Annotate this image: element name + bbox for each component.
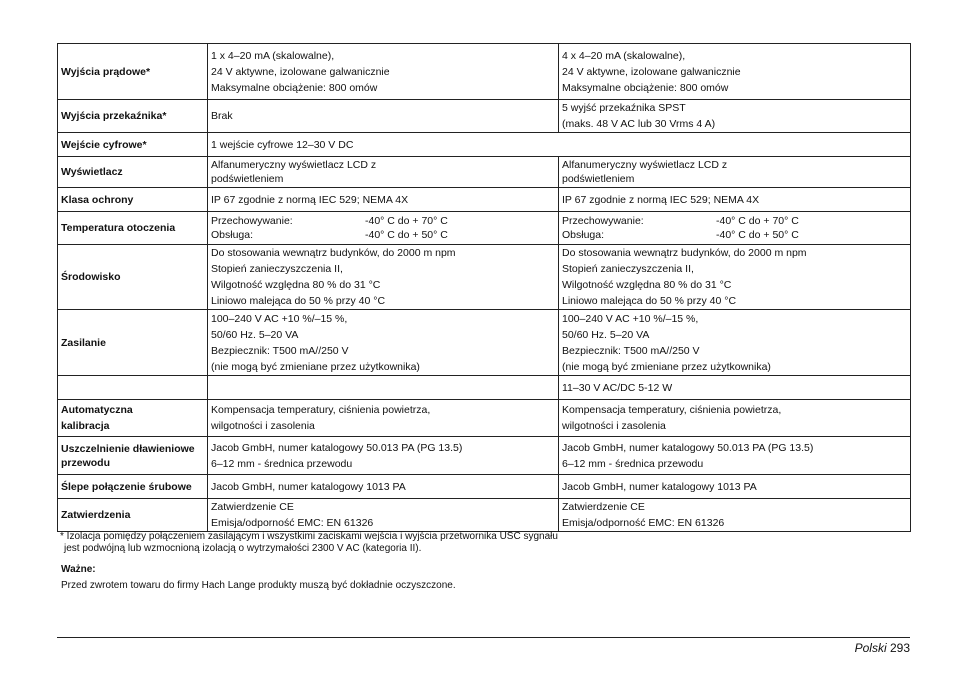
table-row: [58, 212, 911, 245]
page-number: 293: [889, 641, 910, 655]
row-label-line: Zatwierdzenia: [61, 509, 131, 521]
footnote-line-2: jest podwójną lub wzmocnioną izolacją o wytrzymałości 2300 V AC (kategoria II).: [64, 543, 422, 554]
cell-variant-2: [559, 400, 911, 437]
footer-language: Polski: [854, 641, 887, 655]
table-row: [58, 310, 911, 376]
row-label: [58, 44, 208, 100]
cell-pair-key: Obsługa:: [562, 229, 605, 241]
cell-line: Emisja/odporność EMC: EN 61326: [562, 517, 725, 529]
cell-variant-1: [208, 376, 559, 400]
cell-pair: [562, 214, 907, 228]
row-label-line: Automatyczna: [61, 404, 133, 416]
cell-line: 6–12 mm - średnica przewodu: [211, 457, 353, 470]
cell-line: Liniowo malejąca do 50 % przy 40 °C: [211, 295, 386, 307]
cell-line: (maks. 48 V AC lub 30 Vrms 4 A): [562, 118, 716, 130]
cell-variant-1: [208, 188, 559, 212]
row-label-line: Wyświetlacz: [61, 166, 123, 178]
cell-line: Do stosowania wewnątrz budynków, do 2000 m npm: [562, 247, 807, 259]
cell-variant-2: [559, 437, 911, 475]
specifications-table: [57, 43, 911, 532]
cell-pair: [211, 228, 555, 242]
row-label-line: przewodu: [61, 456, 110, 469]
cell-line: Alfanumeryczny wyświetlacz LCD z: [211, 159, 377, 171]
cell-line: podświetleniem: [211, 173, 284, 185]
cell-variant-1: [208, 310, 559, 376]
row-label: [58, 157, 208, 188]
cell-line: IP 67 zgodnie z normą IEC 529; NEMA 4X: [211, 193, 409, 206]
cell-variant-1: [208, 212, 559, 245]
cell-line: 100–240 V AC +10 %/–15 %,: [211, 312, 348, 325]
cell-variant-2: [559, 245, 911, 310]
row-label-line: Zasilanie: [61, 336, 106, 349]
table-row: [58, 499, 911, 532]
cell-line: Jacob GmbH, numer katalogowy 50.013 PA (PG 13.5): [562, 441, 814, 454]
cell-line: 50/60 Hz. 5–20 VA: [562, 328, 650, 341]
cell-line: 24 V aktywne, izolowane galwanicznie: [562, 65, 741, 78]
cell-line: Jacob GmbH, numer katalogowy 1013 PA: [562, 480, 757, 493]
cell-variant-1: [208, 44, 559, 100]
cell-variant-1: [208, 245, 559, 310]
cell-line: Stopień zanieczyszczenia II,: [562, 263, 694, 275]
row-label-line: Wyjścia przekaźnika*: [61, 110, 167, 122]
table-row: [58, 44, 911, 100]
table-row: [58, 188, 911, 212]
row-label-line: Ślepe połączenie śrubowe: [61, 480, 192, 493]
cell-line: Maksymalne obciążenie: 800 omów: [562, 81, 729, 94]
cell-pair-key: Przechowywanie:: [562, 215, 644, 227]
cell-variant-1: [208, 100, 559, 133]
cell-line: Zatwierdzenie CE: [562, 501, 645, 513]
cell-variant-2: [559, 499, 911, 532]
table-row: [58, 475, 911, 499]
footer-divider: [57, 637, 910, 638]
cell-line: Alfanumeryczny wyświetlacz LCD z: [562, 159, 728, 171]
cell-line: Do stosowania wewnątrz budynków, do 2000 m npm: [211, 247, 456, 259]
row-label-line: Wyjścia prądowe*: [61, 65, 151, 78]
row-label-line: Temperatura otoczenia: [61, 222, 176, 234]
row-label: [58, 245, 208, 310]
cell-variant-2: [559, 100, 911, 133]
cell-line: Jacob GmbH, numer katalogowy 50.013 PA (PG 13.5): [211, 441, 463, 454]
cell-line: 50/60 Hz. 5–20 VA: [211, 328, 299, 341]
cell-pair-key: Przechowywanie:: [211, 215, 293, 227]
cell-line: wilgotności i zasolenia: [562, 420, 666, 432]
table-row: [58, 100, 911, 133]
cell-line: 5 wyjść przekaźnika SPST: [562, 102, 686, 114]
row-label: [58, 188, 208, 212]
table-row: [58, 376, 911, 400]
cell-variant-2: [559, 157, 911, 188]
cell-variant-2: [559, 44, 911, 100]
cell-pair-value: -40° C do + 70° C: [716, 215, 799, 227]
cell-variant-2: [559, 188, 911, 212]
cell-variant-2: [559, 376, 911, 400]
cell-line: Bezpiecznik: T500 mA//250 V: [211, 344, 349, 357]
cell-line: Bezpiecznik: T500 mA//250 V: [562, 344, 700, 357]
cell-line: Wilgotność względna 80 % do 31 °C: [562, 279, 732, 291]
cell-line: (nie mogą być zmieniane przez użytkownika): [211, 360, 420, 373]
row-label-line: Klasa ochrony: [61, 193, 134, 206]
cell-line: podświetleniem: [562, 173, 635, 185]
cell-line: 1 wejście cyfrowe 12–30 V DC: [211, 138, 354, 151]
cell-variant-1: [208, 400, 559, 437]
row-label: [58, 133, 208, 157]
cell-variant-1: [208, 437, 559, 475]
row-label: [58, 310, 208, 376]
cell-line: Zatwierdzenie CE: [211, 501, 294, 513]
important-text: Przed zwrotem towaru do firmy Hach Lange produkty muszą być dokładnie oczyszczone.: [61, 580, 456, 591]
cell-variant-2: [559, 310, 911, 376]
row-label: [58, 475, 208, 499]
table-row: [58, 437, 911, 475]
cell-pair: [562, 228, 907, 242]
cell-line: 100–240 V AC +10 %/–15 %,: [562, 312, 699, 325]
cell-line: Brak: [211, 110, 233, 122]
cell-line: wilgotności i zasolenia: [211, 420, 315, 432]
cell-line: Liniowo malejąca do 50 % przy 40 °C: [562, 295, 737, 307]
important-heading: Ważne:: [61, 564, 96, 575]
row-label-line: Wejście cyfrowe*: [61, 138, 147, 151]
cell-pair: [211, 214, 555, 228]
cell-line: 1 x 4–20 mA (skalowalne),: [211, 49, 335, 62]
cell-line: 11–30 V AC/DC 5-12 W: [562, 381, 673, 394]
cell-variant-2: [559, 212, 911, 245]
row-label: [58, 400, 208, 437]
row-label: [58, 100, 208, 133]
table-row: [58, 400, 911, 437]
row-label: [58, 212, 208, 245]
cell-pair-value: -40° C do + 70° C: [365, 215, 448, 227]
row-label: [58, 376, 208, 400]
table-row: [58, 133, 911, 157]
row-label-line: Środowisko: [61, 271, 121, 283]
table-row: [58, 245, 911, 310]
row-label: [58, 437, 208, 475]
cell-variant-1: [208, 157, 559, 188]
cell-variant-2: [559, 475, 911, 499]
row-label-line: Uszczelnienie dławieniowe: [61, 442, 195, 455]
cell-line: IP 67 zgodnie z normą IEC 529; NEMA 4X: [562, 193, 760, 206]
cell-line: Emisja/odporność EMC: EN 61326: [211, 517, 374, 529]
cell-pair-key: Obsługa:: [211, 229, 254, 241]
footnote: [60, 531, 558, 555]
cell-variant-1: [208, 499, 559, 532]
footnote-line-1: * Izolacja pomiędzy połączeniem zasilającym i wszystkimi zaciskami wejścia i wyjścia przetwornika USC sygnału: [60, 531, 558, 542]
row-label: [58, 499, 208, 532]
cell-line: Jacob GmbH, numer katalogowy 1013 PA: [211, 480, 406, 493]
cell-pair-value: -40° C do + 50° C: [716, 229, 799, 241]
cell-line: 4 x 4–20 mA (skalowalne),: [562, 49, 686, 62]
page-footer: [855, 641, 910, 655]
cell-merged: [208, 133, 911, 157]
cell-line: Maksymalne obciążenie: 800 omów: [211, 81, 378, 94]
table-row: [58, 157, 911, 188]
cell-pair-value: -40° C do + 50° C: [365, 229, 448, 241]
row-label-line: kalibracja: [61, 420, 110, 432]
cell-line: (nie mogą być zmieniane przez użytkownika): [562, 360, 771, 373]
cell-line: Wilgotność względna 80 % do 31 °C: [211, 279, 381, 291]
cell-line: 24 V aktywne, izolowane galwanicznie: [211, 65, 390, 78]
cell-line: Kompensacja temperatury, ciśnienia powietrza,: [211, 404, 431, 416]
cell-line: Stopień zanieczyszczenia II,: [211, 263, 343, 275]
cell-line: Kompensacja temperatury, ciśnienia powietrza,: [562, 404, 782, 416]
cell-line: 6–12 mm - średnica przewodu: [562, 457, 704, 470]
cell-variant-1: [208, 475, 559, 499]
